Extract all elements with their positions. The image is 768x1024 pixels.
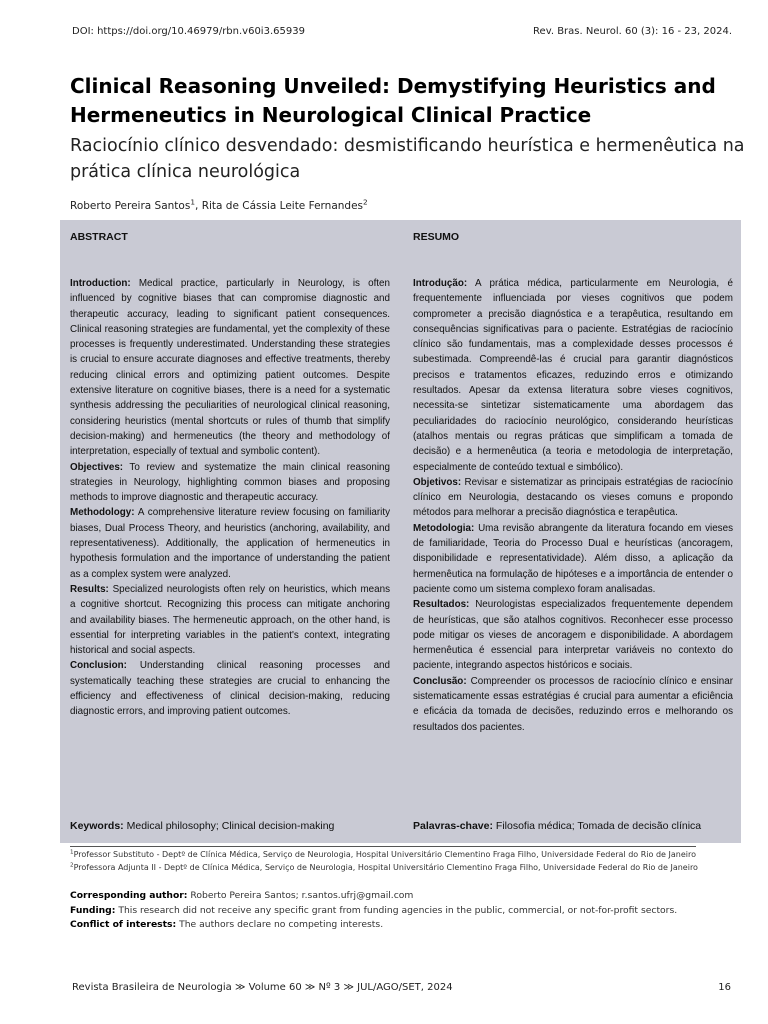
footnote-mark: 2 (70, 862, 74, 869)
footnote-text: Professora Adjunta II - Deptº de Clínica Médica, Serviço de Neurologia, Hospital Universitário Clementino Fraga Filho, Universidade Federal do Rio de Janeiro (73, 863, 698, 872)
doi-link[interactable]: DOI: https://doi.org/10.46979/rbn.v60i3.65939 (72, 26, 305, 37)
resumo-heading: RESUMO (413, 231, 460, 243)
journal-citation: Rev. Bras. Neurol. 60 (3): 16 - 23, 2024. (533, 26, 732, 37)
author-affiliation-mark: 2 (363, 197, 368, 207)
abstract-section (70, 276, 390, 460)
abstract-section (70, 460, 390, 506)
section-text: Revisar e sistematizar as principais estratégias de raciocínio clínico em Neurologia, destacando os vieses comuns e propondo métodos para melhorar a precisão diagnóstica e terapêutica. (413, 476, 733, 519)
meta-label: Corresponding author: (70, 890, 188, 901)
corresponding-author (70, 890, 413, 901)
keywords-text: Medical philosophy; Clinical decision-making (123, 820, 335, 832)
section-label: Conclusão: (413, 675, 467, 687)
palavras-chave (413, 820, 701, 832)
meta-text[interactable]: Roberto Pereira Santos; r.santos.ufrj@gmail.com (187, 890, 414, 901)
meta-label: Funding: (70, 905, 116, 916)
conflict-statement (70, 919, 383, 930)
section-text: Compreender os processos de raciocínio clínico e ensinar sistematicamente essas estratégias é crucial para aumentar a eficiência e eficácia da tomada de decisões, reduzindo erros e melhorando os resultados dos pacientes. (413, 675, 733, 733)
section-label: Results: (70, 583, 109, 595)
resumo-section (413, 521, 733, 597)
author-affiliation-mark: 1 (190, 197, 195, 207)
section-text: Specialized neurologists often rely on heuristics, which means a cognitive shortcut. Recognizing this process can mitigate anchoring and availability biases. The hermeneutic approach, on the other hand, is essential for interpreting variables in the patient's context, integrating historical and social aspects. (70, 583, 390, 657)
meta-text: This research did not receive any specific grant from funding agencies in the public, commercial, or not-for-profit sectors. (115, 905, 678, 916)
abstract-heading: ABSTRACT (70, 231, 128, 243)
resumo-section (413, 597, 733, 673)
resumo-body (413, 276, 733, 735)
section-label: Introdução: (413, 278, 468, 289)
section-label: Introduction: (70, 278, 131, 289)
author-list (70, 197, 368, 212)
resumo-section (413, 475, 733, 521)
footnote-text: Professor Substituto - Deptº de Clínica Médica, Serviço de Neurologia, Hospital Universitário Clementino Fraga Filho, Universidade Federal do Rio de Janeiro (73, 850, 696, 859)
keywords-text: Filosofia médica; Tomada de decisão clínica (492, 820, 702, 832)
section-text: Understanding clinical reasoning processes and systematically teaching these strategies are crucial to enhancing the efficiency and effectiveness of clinical decision-making, reducing diagnostic errors, and improving patient outcomes. (70, 660, 390, 718)
section-label: Conclusion: (70, 660, 127, 672)
footnote-divider (70, 846, 696, 847)
keywords-label: Palavras-chave: (413, 820, 493, 832)
section-label: Metodologia: (413, 522, 475, 534)
abstract-section (70, 658, 390, 719)
abstract-section (70, 582, 390, 658)
journal-footer: Revista Brasileira de Neurologia ≫ Volume 60 ≫ Nº 3 ≫ JUL/AGO/SET, 2024 (72, 982, 453, 993)
funding-statement (70, 905, 677, 916)
section-label: Methodology: (70, 507, 135, 519)
keywords-label: Keywords: (70, 820, 124, 832)
keywords (70, 820, 334, 832)
section-label: Objectives: (70, 461, 124, 473)
footnote-affiliation-2 (70, 863, 698, 872)
author-separator: , (195, 200, 202, 212)
section-label: Objetivos: (413, 476, 462, 488)
resumo-section (413, 276, 733, 475)
section-text: A prática médica, particularmente em Neurologia, é frequentemente influenciada por vieses cognitivos que podem comprometer a precisão diagnóstica e a terapêutica, resultando em consequências significativas para o paciente. Estratégias de raciocínio clínico são fundamentais, mas a complexidade desses processos é subestimada. Compreendê-las é crucial para garantir diagnósticos precisos e tratamentos eficazes, reduzindo erros e otimizando resultados. Apesar da extensa literatura sobre vieses cognitivos, necessita-se sintetizar sistematicamente uma abordagem das peculiaridades do raciocínio neurológico, considerando heurísticas (atalhos mentais ou regras práticas que simplificam a tomada de decisão) e a hermenêutica (a teoria e metodologia de interpretação, especialmente de conteúdo textual e simbólico). (413, 278, 733, 473)
meta-text: The authors declare no competing interests. (176, 919, 384, 930)
footnote-affiliation-1 (70, 850, 696, 859)
abstract-box (60, 220, 741, 843)
article-title: Clinical Reasoning Unveiled: Demystifying Heuristics and Hermeneutics in Neurological Clinical Practice (70, 74, 716, 127)
section-text: Uma revisão abrangente da literatura focando em vieses de familiaridade, Teoria do Processo Dual e heurísticas (ancoragem, disponibilidade e representatividade). Além disso, a aplicação da hermenêutica na formulação de hipóteses e a importância de entender o paciente como um sistema complexo foram analisadas. (413, 522, 733, 595)
author-name: Roberto Pereira Santos (70, 200, 191, 212)
section-text: Neurologistas especializados frequentemente dependem de heurísticas, que são atalhos cognitivos. Reconhecer esse processo pode mitigar os vieses de ancoragem e disponibilidade. A abordagem hermenêutica é essencial para interpretar variáveis no contexto do paciente, integrando aspectos históricos e sociais. (413, 599, 733, 672)
section-text: To review and systematize the main clinical reasoning strategies in Neurology, highlighting common biases and proposing methods to improve diagnostic and therapeutic accuracy. (70, 461, 390, 504)
footnote-mark: 1 (70, 849, 74, 856)
abstract-body (70, 276, 390, 720)
author-name: Rita de Cássia Leite Fernandes (201, 200, 364, 212)
abstract-section (70, 505, 390, 581)
section-text: Medical practice, particularly in Neurology, is often influenced by cognitive biases that can compromise diagnostic and therapeutic accuracy, leading to significant patient consequences. Clinical reasoning strategies are fundamental, yet the complexity of these processes is frequently underestimated. Understanding these strategies is crucial to ensure accurate diagnoses and effective treatments, thereby reducing clinical errors and optimizing patient outcomes. Despite extensive literature on cognitive biases, there is a need for a systematic synthesis addressing the peculiarities of neurological clinical reasoning, considering heuristics (mental shortcuts or rules of thumb that simplify decision-making) and hermeneutics (the theory and methodology of interpretation, especially of textual and symbolic content). (70, 278, 390, 458)
section-label: Resultados: (413, 599, 470, 611)
article-subtitle: Raciocínio clínico desvendado: desmistificando heurística e hermenêutica na prática clínica neurológica (70, 136, 745, 182)
page-number: 16 (718, 982, 731, 993)
meta-label: Conflict of interests: (70, 919, 177, 930)
section-text: A comprehensive literature review focusing on familiarity biases, Dual Process Theory, and heuristics (anchoring, availability, and representativeness). Additionally, the application of hermeneutics in hypothesis formulation and the importance of understanding the patient as a complex system were analyzed. (70, 507, 390, 580)
resumo-section (413, 674, 733, 735)
